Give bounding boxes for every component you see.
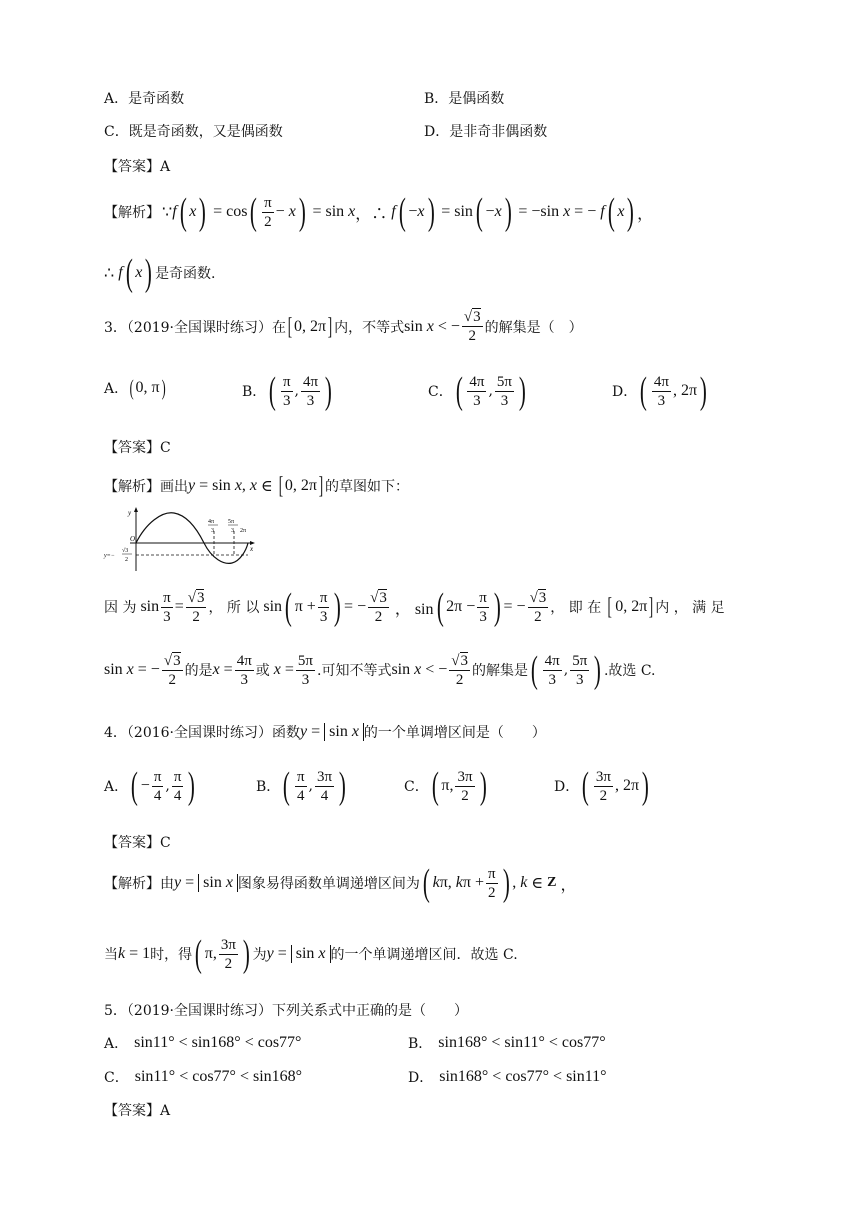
q4-stem-post: 的一个单调增区间是（ ） [363,725,546,741]
q2-analysis: 【解析】 ∵ f ( x ) = cos ( $\frac{\pi}{2}$ − x ) = sin x ，∴ f ( − x ) = sin ( − x ) = −sin x = − f ( x ) ， [104,191,654,233]
q3-line2-mid1: 的是 [184,663,213,679]
q5-option-d-label: D． [408,1070,434,1086]
graph-label-yline: y=− [104,553,115,559]
q3-option-c: C． ( $\frac{4\pi}{3}$ , $\frac{5\pi}{3}$ ) [428,370,526,412]
q3-line2-end: .故选 C. [603,663,656,679]
q2-answer [104,156,170,176]
q3-stem-mid: 内，不等式 [334,319,405,336]
q2-option-b [424,88,504,108]
q2-option-c-text: C．既是奇函数，又是偶函数 [104,124,283,140]
q5-option-b-math: sin168° < sin11° < cos77° [438,1034,606,1051]
q5-option-a-label: A． [104,1036,129,1052]
q3-line2-mid4: 的解集是 [472,663,529,679]
q5-option-a [104,1033,301,1053]
q5-answer-text: 【答案】A [104,1103,171,1119]
q2-option-c [104,121,283,141]
q3-option-d: D． ( $\frac{4\pi}{3}$ , 2π ) [612,370,707,412]
q5-option-a-math: sin11° < sin168° < cos77° [134,1034,302,1051]
q5-option-c-label: C． [104,1070,129,1086]
q4-line2-pre: 当 [104,947,118,963]
q5-option-d [408,1067,607,1087]
q3-option-b: B． ( $\frac{\pi}{3}$ , $\frac{4\pi}{3}$ ) [242,370,332,412]
graph-label-sqrt3: √3 [122,548,129,554]
q4-stem: 4．（2016·全国课时练习）函数 y = sin x 的一个单调增区间是（ ） [104,723,546,741]
q3-option-a: A． ( 0, π ) [104,375,166,400]
frac-pi-2: $\frac{\pi}{2}$ [264,194,272,230]
q3-analysis: 【解析】画出 y = sin x , x ∈ [ 0, 2π ] 的草图如下： [104,473,409,499]
q2-conclusion: ∴ f ( x ) 是奇函数. [104,252,216,294]
q3-line1-end: 内 ， 满 足 [655,600,725,616]
graph-label-origin: O [130,535,136,543]
q5-option-c [104,1067,302,1087]
graph-label-x: x [250,545,254,553]
q3-analysis-line1: 因 为 sin $\frac{\pi}{3}$ = $\frac{√3}{2}$ ， 所 以 sin ( π + $\frac{\pi}{3}$ ) = − $\frac{√3}{2}$ ， sin ( 2π − $\frac{\pi}{3}$ ) = − $\frac{√3}{2}$ ， 即 在 [ 0, 2π ] 内 ， 满 足 [104,586,725,628]
q2-option-d-text: D．是非奇非偶函数 [424,124,548,140]
q3-analysis-post: 的草图如下： [324,479,409,495]
q3-analysis-line2: sin x = − $\frac{√3}{2}$ 的是 x = $\frac{4\pi}{3}$ 或 x = $\frac{5\pi}{3}$ .可知不等式 sin x < − $\frac{√3}{2}$ 的解集是 ( $\frac{4\pi}{3}$ , $\frac{5\pi}{3}$ ) .故选 C. [104,649,656,691]
q4-analysis-line2: 当 k = 1 时，得 ( π, $\frac{3\pi}{2}$ ) 为 y = sin x 的一个单调递增区间．故选 C. [104,933,518,975]
q3-answer [104,437,171,457]
graph-label-5pi-den: 3 [231,528,234,534]
graph-label-4pi: 4π [208,519,215,525]
q5-answer [104,1100,170,1120]
graph-label-y: y [128,509,132,517]
q4-option-b: B． ( $\frac{\pi}{4}$ , $\frac{3\pi}{4}$ ) [256,765,346,807]
q4-analysis: 【解析】由 y = sin x 图象易得函数单调递增区间为 ( k π, k π + $\frac{\pi}{2}$ ) , k ∈ Z ， [104,862,577,904]
q4-option-c: C． ( π, $\frac{3\pi}{2}$ ) [404,765,487,807]
q2-option-d [424,121,547,141]
q5-option-b-label: B． [408,1036,433,1052]
q3-stem-pre: 3．（2019·全国课时练习）在 [104,319,286,336]
q3-line1-pre: 因 为 [104,600,137,616]
q4-line2-end: 的一个单调递增区间．故选 C. [330,947,518,963]
sine-graph [100,505,260,575]
q4-line2-mid: 时，得 [150,947,193,963]
q3-analysis-pre: 【解析】画出 [104,479,188,495]
q2-option-a-text: A．是奇函数 [104,91,185,107]
graph-label-2pi: 2π [240,528,247,534]
q5-stem [104,1000,468,1020]
q2-option-a [104,88,184,108]
analysis-label: 【解析】 [104,205,160,221]
graph-label-5pi: 5π [228,519,235,525]
q5-stem-text: 5．（2019·全国课时练习）下列关系式中正确的是（ ） [104,1003,468,1019]
q3-line2-mid3: .可知不等式 [317,663,392,679]
q4-stem-pre: 4．（2016·全国课时练习）函数 [104,725,300,741]
q4-option-a: A． ( − $\frac{\pi}{4}$ , $\frac{\pi}{4}$ ) [104,765,196,807]
q3-line1-post: ， 即 在 [550,600,602,616]
q3-line1-so: ， 所 以 [208,600,260,616]
graph-label-2: 2 [125,557,128,563]
q3-stem: 3．（2019·全国课时练习）在 [ 0, 2π ] 内，不等式 sin x < − $\frac{√3}{2}$ 的解集是（ ） [104,309,583,344]
graph-label-4pi-den: 3 [211,528,214,534]
q5-option-b [408,1033,606,1053]
q3-line2-mid2: 或 [255,663,270,679]
q4-answer [104,832,171,852]
q3-answer-text: 【答案】C [104,440,171,456]
q5-option-c-math: sin11° < cos77° < sin168° [134,1068,303,1085]
q2-conclusion-text: 是奇函数. [155,266,216,282]
q5-option-d-math: sin168° < cos77° < sin11° [439,1068,607,1085]
q4-answer-text: 【答案】C [104,835,171,851]
q4-analysis-pre: 【解析】由 [104,876,174,892]
q3-stem-post: 的解集是（ ） [484,319,583,336]
q4-line2-mid2: 为 [252,947,267,963]
q2-answer-text: 【答案】A [104,159,171,175]
q2-option-b-text: B．是偶函数 [424,91,505,107]
q4-option-d: D． ( $\frac{3\pi}{2}$ , 2π ) [554,765,649,807]
q4-analysis-mid: 图象易得函数单调递增区间为 [237,876,420,892]
